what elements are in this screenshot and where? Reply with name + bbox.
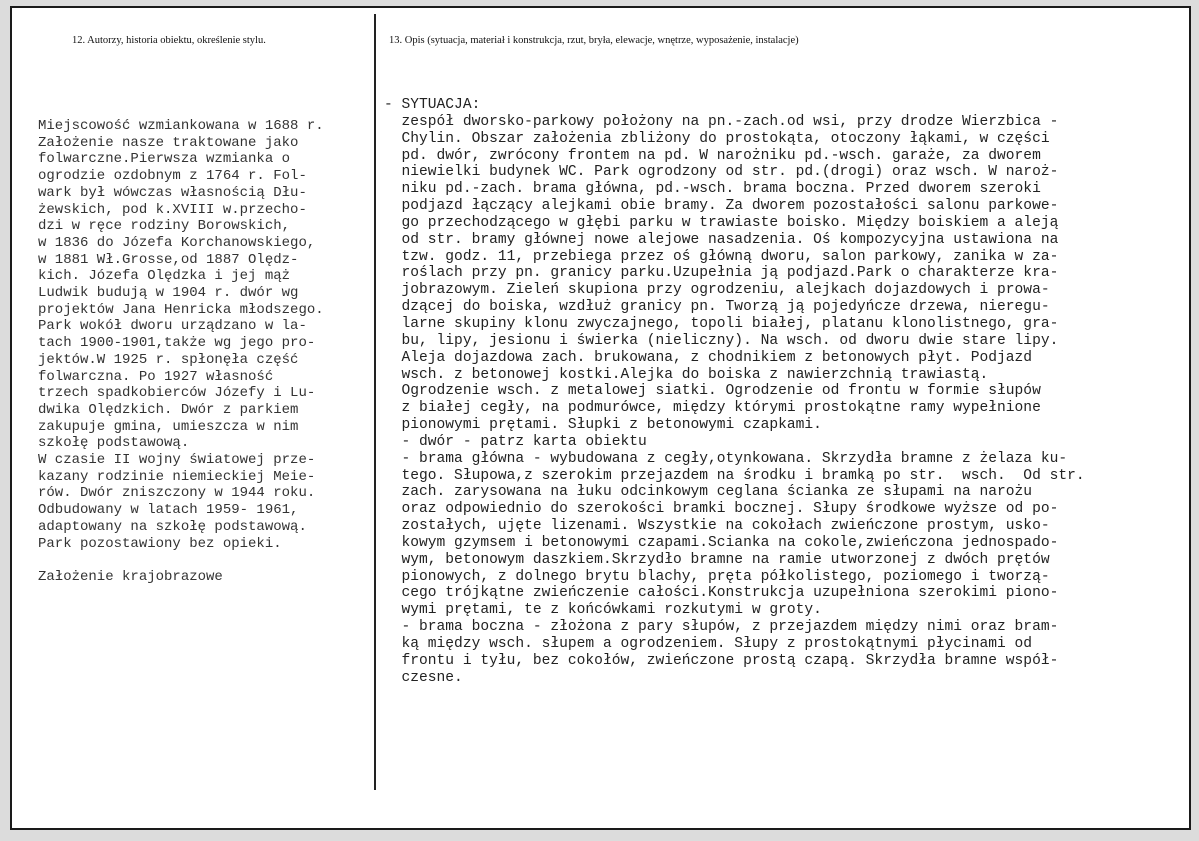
history-text-line: ogrodzie ozdobnym z 1764 r. Fol- — [38, 168, 307, 185]
history-text-line: jektów.W 1925 r. spłonęła część — [38, 351, 299, 368]
description-text-line: z białej cegły, na podmurówce, między którymi prostokątne ramy wypełnione — [384, 400, 1041, 417]
description-text-line: cego trójkątne zwieńczenie całości.Konstrukcja uzupełniona szerokimi piono- — [384, 585, 1059, 602]
description-text-line: go przechodzącego w głębi parku w trawiaste boisko. Między boiskiem a aleją — [384, 214, 1059, 231]
history-text-line: Ludwik budują w 1904 r. dwór wg — [38, 285, 299, 302]
history-text-line: w 1836 do Józefa Korchanowskiego, — [38, 234, 316, 251]
history-text-line: wark był wówczas własnością Dłu- — [38, 184, 307, 201]
description-text-line: jobrazowym. Zieleń skupiona przy ogrodzeniu, alejkach dojazdowych i prowa- — [384, 282, 1050, 299]
history-text-line: folwarczne.Pierwsza wzmianka o — [38, 151, 291, 168]
description-text-line: niku pd.-zach. brama główna, pd.-wsch. brama boczna. Przed dworem szeroki — [384, 181, 1041, 198]
history-text-line: projektów Jana Henricka młodszego. — [38, 301, 324, 318]
description-text-line: tzw. godz. 11, przebiega przez oś główną dworu, salon parkowy, zanika w za- — [384, 248, 1059, 265]
history-text-line: Park pozostawiony bez opieki. — [38, 535, 282, 552]
history-text-line: tach 1900-1901,także wg jego pro- — [38, 335, 316, 352]
history-text-line: adaptowany na szkołę podstawową. — [38, 518, 307, 535]
description-text-line: wymi prętami, te z końcówkami rozkutymi w groty. — [384, 602, 822, 619]
history-text-line: Odbudowany w latach 1959- 1961, — [38, 502, 299, 519]
history-text-line: Park wokół dworu urządzano w la- — [38, 318, 307, 335]
description-text-line: - SYTUACJA: — [384, 97, 481, 113]
history-text-line: żewskich, pod k.XVIII w.przecho- — [38, 201, 307, 218]
column-divider — [374, 14, 376, 790]
description-text-line: pionowymi prętami. Słupki z betonowymi czapkami. — [384, 417, 822, 434]
description-text-line: czesne. — [384, 669, 463, 686]
description-text-line: larne skupiny klonu zwyczajnego, topoli białej, platanu klonolistnego, gra- — [384, 315, 1059, 332]
description-text-line: pionowych, z dolnego brytu blachy, pręta półkolistego, poziomego i tworzą- — [384, 568, 1050, 585]
history-text-line: folwarczna. Po 1927 własność — [38, 368, 274, 385]
history-text-line: dwika Olędzkich. Dwór z parkiem — [38, 401, 299, 418]
description-text-line: niewielki budynek WC. Park ogrodzony od str. pd.(drogi) oraz wsch. W naroż- — [384, 164, 1059, 181]
history-text-line: dzi w ręce rodziny Borowskich, — [38, 218, 291, 235]
description-text-line: - dwór - patrz karta obiektu — [384, 433, 647, 450]
description-text-line: tego. Słupowa,z szerokim przejazdem na środku i bramką po str. wsch. Od str. — [384, 467, 1085, 484]
history-text-line: Miejscowość wzmiankowana w 1688 r. — [38, 118, 324, 134]
description-text-line: dzącej do boiska, wzdłuż granicy pn. Tworzą ją pojedyńcze drzewa, nieregu- — [384, 299, 1050, 316]
history-text-line: Założenie nasze traktowane jako — [38, 134, 299, 151]
description-text-line: kowym gzymsem i betonowymi czapami.Scianka na cokole,zwieńczona jednospado- — [384, 534, 1059, 551]
style-classification: Założenie krajobrazowe — [38, 568, 223, 585]
description-text-line: zespół dworsko-parkowy położony na pn.-zach.od wsi, przy drodze Wierzbica - — [384, 113, 1059, 130]
history-text-line: rów. Dwór zniszczony w 1944 roku. — [38, 485, 316, 502]
description-text-line: Ogrodzenie wsch. z metalowej siatki. Ogrodzenie od frontu w formie słupów — [384, 383, 1041, 400]
paragraph-gap — [38, 552, 373, 569]
history-text-line: szkołę podstawową. — [38, 435, 190, 452]
description-text-line: ką między wsch. słupem a ogrodzeniem. Słupy z prostokątnymi płycinami od — [384, 636, 1033, 652]
section-12-header: 12. Autorzy, historia obiektu, określenie stylu. — [72, 35, 266, 46]
description-text-line: wsch. z betonowej kostki.Alejka do boiska z nawierzchnią trawiastą. — [384, 366, 989, 383]
history-text-line: w 1881 Wł.Grosse,od 1887 Olędz- — [38, 251, 299, 268]
description-column — [384, 97, 1164, 687]
history-column — [38, 118, 373, 586]
history-text-line: zakupuje gmina, umieszcza w nim — [38, 418, 299, 435]
history-text-line: trzech spadkobierców Józefy i Lu- — [38, 385, 316, 402]
description-text-line: bu, lipy, jesionu i świerka (nieliczny). Na wsch. od dworu dwie stare lipy. — [384, 332, 1059, 349]
description-text-line: oraz odpowiednio do szerokości bramki bocznej. Słupy środkowe wyższe od po- — [384, 501, 1059, 518]
description-text-line: roślach przy pn. granicy parku.Uzupełnia ją podjazd.Park o charakterze kra- — [384, 265, 1059, 282]
description-text-line: Chylin. Obszar założenia zbliżony do prostokąta, otoczony łąkami, w części — [384, 130, 1050, 147]
description-text-line: pd. dwór, zwrócony frontem na pd. W narożniku pd.-wsch. garaże, za dworem — [384, 147, 1041, 164]
description-text-line: frontu i tyłu, bez cokołów, zwieńczone prostą czapą. Skrzydła bramne współ- — [384, 652, 1059, 669]
description-text-line: zach. zarysowana na łuku odcinkowym ceglana ścianka ze słupami na narożu — [384, 484, 1033, 501]
description-text-line: - brama główna - wybudowana z cegły,otynkowana. Skrzydła bramne z żelaza ku- — [384, 450, 1068, 467]
description-text-line: Aleja dojazdowa zach. brukowana, z chodnikiem z betonowych płyt. Podjazd — [384, 349, 1033, 366]
description-text-line: podjazd łączący alejkami obie bramy. Za dworem pozostałości salonu parkowe- — [384, 198, 1059, 215]
section-13-header: 13. Opis (sytuacja, materiał i konstrukcja, rzut, bryła, elewacje, wnętrze, wyposażenie, instalacje) — [389, 35, 799, 46]
description-text-line: - brama boczna - złożona z pary słupów, z przejazdem między nimi oraz bram- — [384, 619, 1059, 636]
history-text-line: kich. Józefa Olędzka i jej mąż — [38, 268, 291, 285]
history-text-line: kazany rodzinie niemieckiej Meie- — [38, 468, 316, 485]
history-text-line: W czasie II wojny światowej prze- — [38, 452, 316, 469]
description-text-line: od str. bramy głównej nowe alejowe nasadzenia. Oś kompozycyjna ustawiona na — [384, 231, 1059, 248]
description-text-line: wym, betonowym daszkiem.Skrzydło bramne na ramie utworzonej z dwóch prętów — [384, 551, 1050, 568]
description-text-line: zostałych, ujęte lizenami. Wszystkie na cokołach zwieńczone prostym, usko- — [384, 518, 1050, 535]
